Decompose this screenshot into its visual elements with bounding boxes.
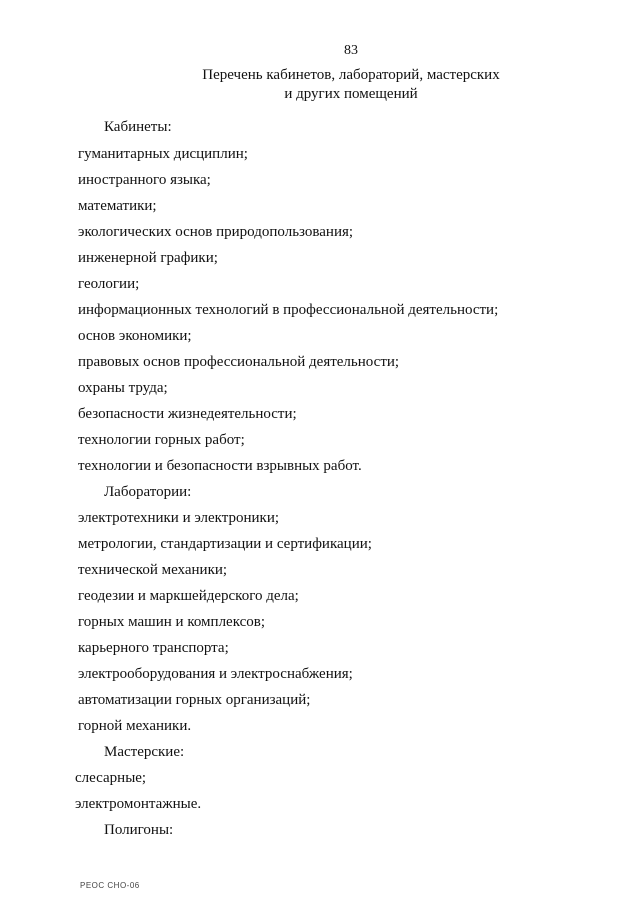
- list-item: основ экономики;: [78, 328, 192, 344]
- list-item: безопасности жизнедеятельности;: [78, 406, 297, 422]
- list-item: иностранного языка;: [78, 172, 211, 188]
- list-item: инженерной графики;: [78, 250, 218, 266]
- list-item: автоматизации горных организаций;: [78, 692, 311, 708]
- section-heading-cabinets: Кабинеты:: [104, 119, 172, 135]
- list-item: геологии;: [78, 276, 140, 292]
- list-item: гуманитарных дисциплин;: [78, 146, 248, 162]
- page-number: 83: [344, 43, 358, 58]
- section-heading-workshops: Мастерские:: [104, 744, 185, 760]
- list-item: горных машин и комплексов;: [78, 614, 266, 630]
- list-item: электрооборудования и электроснабжения;: [78, 666, 353, 682]
- section-heading-laboratories: Лаборатории:: [104, 484, 192, 500]
- list-item: слесарные;: [75, 770, 147, 786]
- list-item: экологических основ природопользования;: [78, 224, 354, 240]
- title-line-2: и других помещений: [284, 86, 418, 102]
- section-heading-polygons: Полигоны:: [104, 822, 174, 838]
- list-item: информационных технологий в профессиональной деятельности;: [78, 302, 499, 318]
- list-item: карьерного транспорта;: [78, 640, 229, 656]
- list-item: правовых основ профессиональной деятельности;: [78, 354, 400, 370]
- page-title: [0, 66, 640, 104]
- list-item: охраны труда;: [78, 380, 168, 396]
- list-item: электротехники и электроники;: [78, 510, 280, 526]
- list-item: технологии и безопасности взрывных работ.: [78, 458, 362, 474]
- list-item: горной механики.: [78, 718, 192, 734]
- list-item: электромонтажные.: [75, 796, 202, 812]
- title-line-1: Перечень кабинетов, лабораторий, мастерских: [202, 67, 500, 83]
- list-item: математики;: [78, 198, 157, 214]
- list-item: геодезии и маркшейдерского дела;: [78, 588, 299, 604]
- list-item: технической механики;: [78, 562, 228, 578]
- footer-code: РЕОС СНО-06: [80, 881, 140, 890]
- list-item: метрологии, стандартизации и сертификации;: [78, 536, 372, 552]
- list-item: технологии горных работ;: [78, 432, 245, 448]
